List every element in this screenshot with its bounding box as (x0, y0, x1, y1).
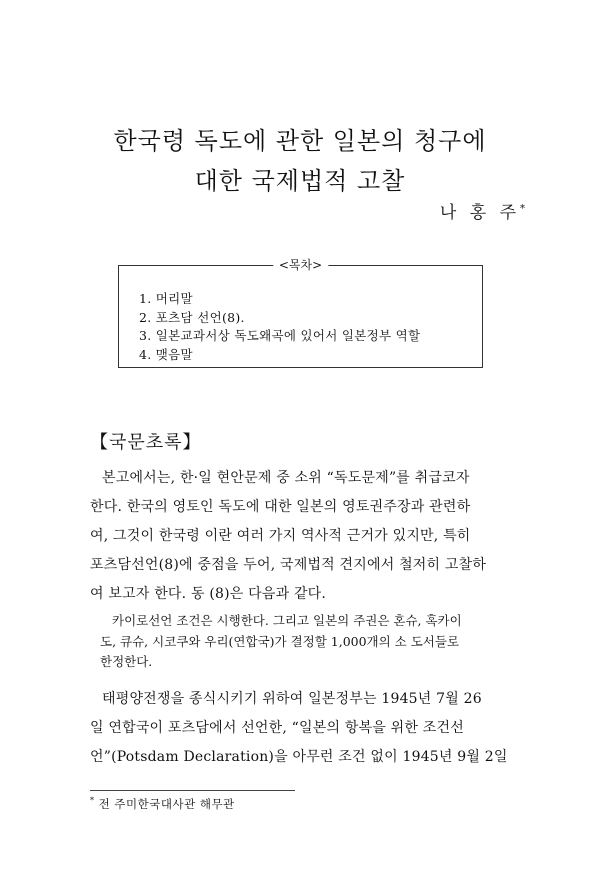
paragraph-line: 여 보고자 한다. 동 (8)은 다음과 같다. (90, 586, 327, 602)
abstract-paragraph-2 (90, 685, 515, 772)
quote-line: 한정한다. (100, 654, 153, 669)
toc-item: 3. 일본교과서상 독도왜곡에 있어서 일본정부 역할 (139, 328, 421, 344)
abstract-paragraph-1 (90, 464, 515, 609)
paragraph-line: 일 연합국이 포츠담에서 선언한, “일본의 항복을 위한 조건선 (90, 720, 464, 736)
paragraph-line: 언”(Potsdam Declaration)을 아무런 조건 없이 1945년 9월 2일 (90, 749, 508, 765)
paragraph-line: 여, 그것이 한국령 이란 여러 가지 역사적 근거가 있지만, 특히 (90, 528, 471, 544)
paragraph-line: 본고에서는, 한·일 현안문제 중 소위 “독도문제”를 취급코자 (102, 470, 470, 486)
footnote-text: 전 주미한국대사관 해무관 (94, 797, 235, 811)
table-of-contents (118, 258, 483, 368)
paragraph-line: 포츠담선언(8)에 중점을 두어, 국제법적 견지에서 철저히 고찰하 (90, 557, 487, 573)
footnote (90, 796, 235, 812)
toc-item: 4. 맺음말 (139, 346, 193, 362)
toc-heading: <목차> (273, 256, 328, 273)
paragraph-line: 한다. 한국의 영토인 독도에 대한 일본의 영토권주장과 관련하 (90, 499, 471, 515)
author-name (440, 198, 525, 223)
author-name-text: 나 홍 주 (439, 203, 520, 223)
footnote-rule (90, 790, 295, 791)
quote-line: 도, 큐슈, 시코쿠와 우리(연합국)가 결정할 1,000개의 소 도서들로 (100, 633, 460, 649)
toc-item: 1. 머리말 (139, 291, 193, 306)
toc-list (139, 290, 420, 364)
paper-title-line-1: 한국령 독도에 관한 일본의 청구에 (113, 127, 487, 155)
paragraph-line: 태평양전쟁을 종식시키기 위하여 일본정부는 1945년 7월 26 (102, 691, 482, 707)
author-footnote-mark: * (520, 203, 525, 215)
quote-line: 카이로선언 조건은 시행한다. 그리고 일본의 주권은 혼슈, 혹카이 (112, 613, 462, 628)
toc-item: 2. 포츠담 선언(8). (139, 309, 245, 325)
footnote-mark: * (90, 796, 95, 806)
paper-title-line-2: 대한 국제법적 고찰 (194, 167, 406, 195)
abstract-heading: 【국문초록】 (90, 432, 202, 453)
block-quote (100, 611, 512, 673)
